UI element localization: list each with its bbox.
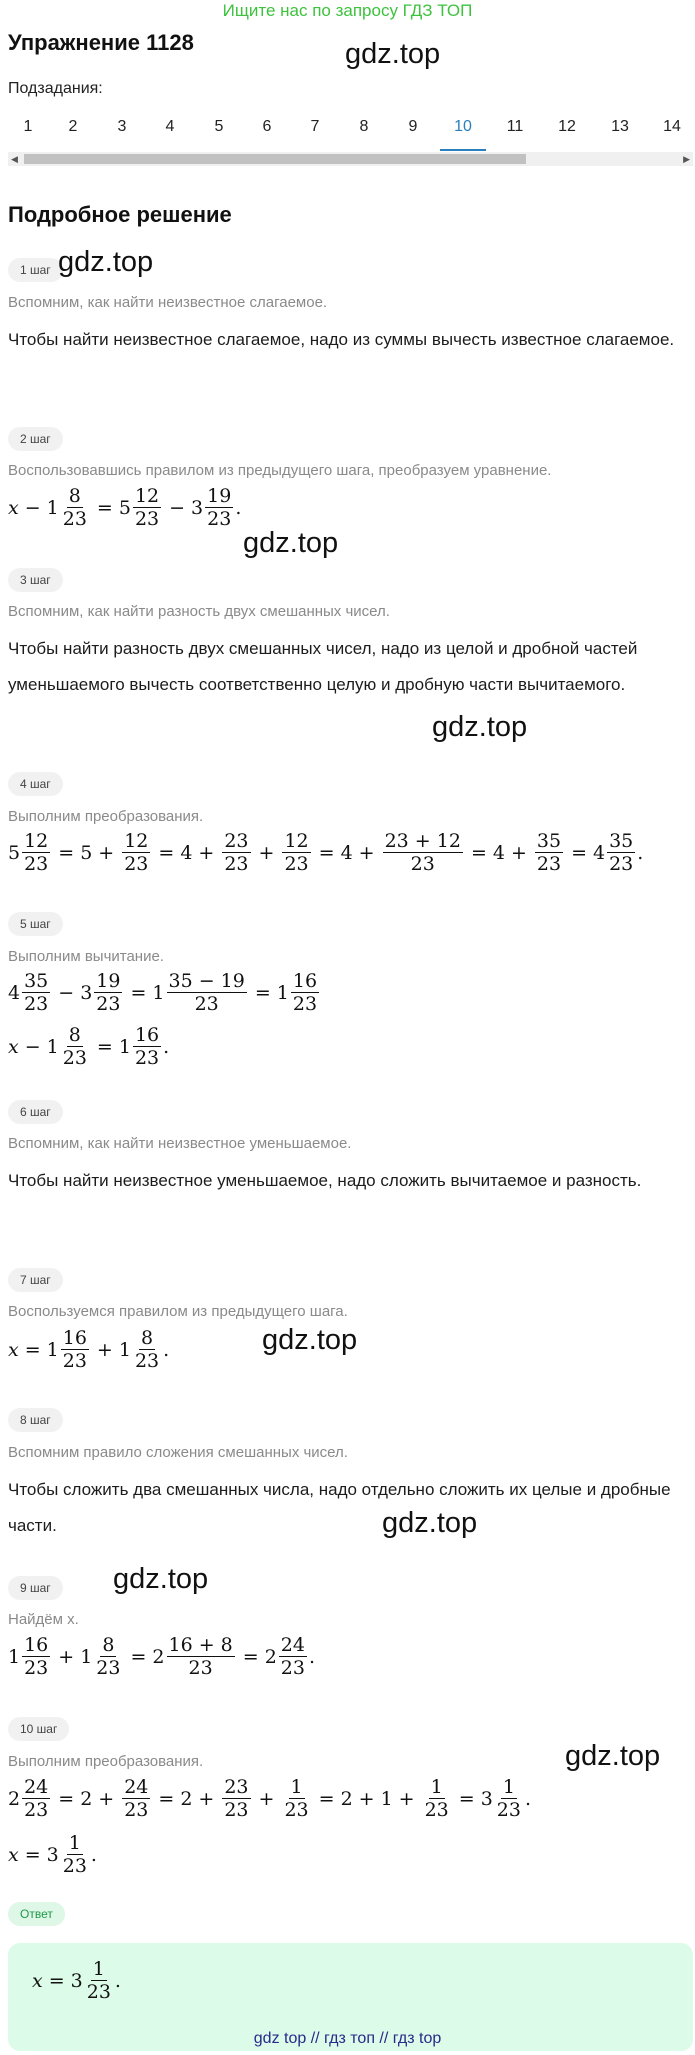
- watermark: gdz.top: [262, 1324, 358, 1356]
- step-badge: 7 шаг: [8, 1268, 63, 1292]
- step-badge: 10 шаг: [8, 1717, 69, 1741]
- step-hint: Выполним вычитание.: [8, 948, 164, 965]
- tab-5[interactable]: 5: [214, 118, 224, 135]
- step-text: Чтобы сложить два смешанных числа, надо отдельно сложить их целые и дробные части.: [8, 1480, 671, 1535]
- solution-title: Подробное решение: [8, 202, 232, 227]
- tab-14[interactable]: 14: [663, 118, 681, 135]
- step-text: Чтобы найти неизвестное слагаемое, надо из суммы вычесть известное слагаемое.: [8, 330, 675, 349]
- tab-7[interactable]: 7: [310, 118, 320, 135]
- step-hint: Воспользовавшись правилом из предыдущего шага, преобразуем уравнение.: [8, 462, 552, 479]
- tab-10[interactable]: 10: [454, 118, 472, 135]
- active-tab-indicator: [440, 149, 486, 151]
- equation: x − 1 $\frac{8}{23}$ = 5 $\frac{12}{23}$ − 3 $\frac{19}{23}$ .: [8, 485, 242, 530]
- tab-3[interactable]: 3: [117, 118, 127, 135]
- scroll-right-icon[interactable]: ▶: [683, 154, 690, 164]
- equation: x − 1 $\frac{8}{23}$ = 1 $\frac{16}{23}$ .: [8, 1024, 170, 1069]
- footer-links[interactable]: gdz top // гдз топ // гдз top: [253, 2030, 442, 2047]
- step-hint: Выполним преобразования.: [8, 1753, 204, 1770]
- step-hint: Выполним преобразования.: [8, 808, 204, 825]
- tab-6[interactable]: 6: [262, 118, 272, 135]
- step-badge: 4 шаг: [8, 772, 63, 796]
- equation: x = 1 $\frac{16}{23}$ + 1 $\frac{8}{23}$ .: [8, 1327, 170, 1372]
- answer-badge: Ответ: [8, 1902, 65, 1926]
- step-hint: Вспомним, как найти разность двух смешанных чисел.: [8, 603, 390, 620]
- step-hint: Вспомним правило сложения смешанных чисел.: [8, 1444, 348, 1461]
- tab-11[interactable]: 11: [506, 118, 524, 135]
- watermark: gdz.top: [345, 38, 441, 70]
- step-badge: 5 шаг: [8, 912, 63, 936]
- step-hint: Вспомним, как найти неизвестное слагаемое.: [8, 294, 328, 311]
- watermark: gdz.top: [58, 246, 154, 278]
- equation: 1 $\frac{16}{23}$ + 1 $\frac{8}{23}$ = 2 $\frac{16 + 8}{23}$ = 2 $\frac{24}{23}$ .: [8, 1634, 316, 1679]
- step-hint: Вспомним, как найти неизвестное уменьшаемое.: [8, 1135, 352, 1152]
- step-badge: 1 шаг: [8, 258, 63, 282]
- watermark: gdz.top: [243, 527, 339, 559]
- answer-equation: x = 3 $\frac{1}{23}$ .: [32, 1958, 121, 2003]
- tab-8[interactable]: 8: [359, 118, 369, 135]
- scrollbar-thumb[interactable]: [24, 154, 526, 164]
- page-title: Упражнение 1128: [8, 30, 194, 55]
- tab-1[interactable]: 1: [23, 118, 33, 135]
- step-text: Чтобы найти разность двух смешанных чисел, надо из целой и дробной частей уменьшаемого вычесть соответственно целую и дробную части вычитаемого.: [8, 639, 638, 694]
- step-text: Чтобы найти неизвестное уменьшаемое, надо сложить вычитаемое и разность.: [8, 1171, 642, 1190]
- step-badge: 9 шаг: [8, 1576, 63, 1600]
- step-badge: 8 шаг: [8, 1408, 63, 1432]
- scroll-left-icon[interactable]: ◀: [11, 154, 18, 164]
- tabs-scrollbar[interactable]: [8, 152, 693, 166]
- equation: 4 $\frac{35}{23}$ − 3 $\frac{19}{23}$ = 1 $\frac{35 - 19}{23}$ = 1 $\frac{16}{23}$: [8, 970, 318, 1015]
- subtask-tabs: [0, 112, 695, 150]
- step-hint: Воспользуемся правилом из предыдущего шага.: [8, 1303, 348, 1320]
- watermark: gdz.top: [113, 1563, 209, 1595]
- step-hint: Найдём x.: [8, 1611, 79, 1628]
- equation: 2 $\frac{24}{23}$ = 2 + $\frac{24}{23}$ = 2 + $\frac{23}{23}$ + $\frac{1}{23}$ = 2 + 1 + $\frac{1}{23}$ = 3 $\frac{1}{23}$ .: [8, 1776, 532, 1821]
- equation: 5 $\frac{12}{23}$ = 5 + $\frac{12}{23}$ = 4 + $\frac{23}{23}$ + $\frac{12}{23}$ = 4 + $\frac{23 + 12}{23}$ = 4 + $\frac{35}{23}$ = 4 $\frac{35}{23}$ .: [8, 830, 644, 875]
- subtasks-label: Подзадания:: [8, 80, 103, 97]
- promo-banner[interactable]: Ищите нас по запросу ГДЗ ТОП: [222, 1, 473, 20]
- equation: x = 3 $\frac{1}{23}$ .: [8, 1832, 97, 1877]
- watermark: gdz.top: [565, 1740, 661, 1772]
- step-badge: 3 шаг: [8, 568, 63, 592]
- step-badge: 2 шаг: [8, 427, 63, 451]
- tab-4[interactable]: 4: [165, 118, 175, 135]
- watermark: gdz.top: [432, 711, 528, 743]
- tab-9[interactable]: 9: [408, 118, 418, 135]
- tab-2[interactable]: 2: [68, 118, 78, 135]
- tab-12[interactable]: 12: [558, 118, 576, 135]
- watermark: gdz.top: [382, 1507, 478, 1539]
- step-badge: 6 шаг: [8, 1100, 63, 1124]
- tab-13[interactable]: 13: [611, 118, 629, 135]
